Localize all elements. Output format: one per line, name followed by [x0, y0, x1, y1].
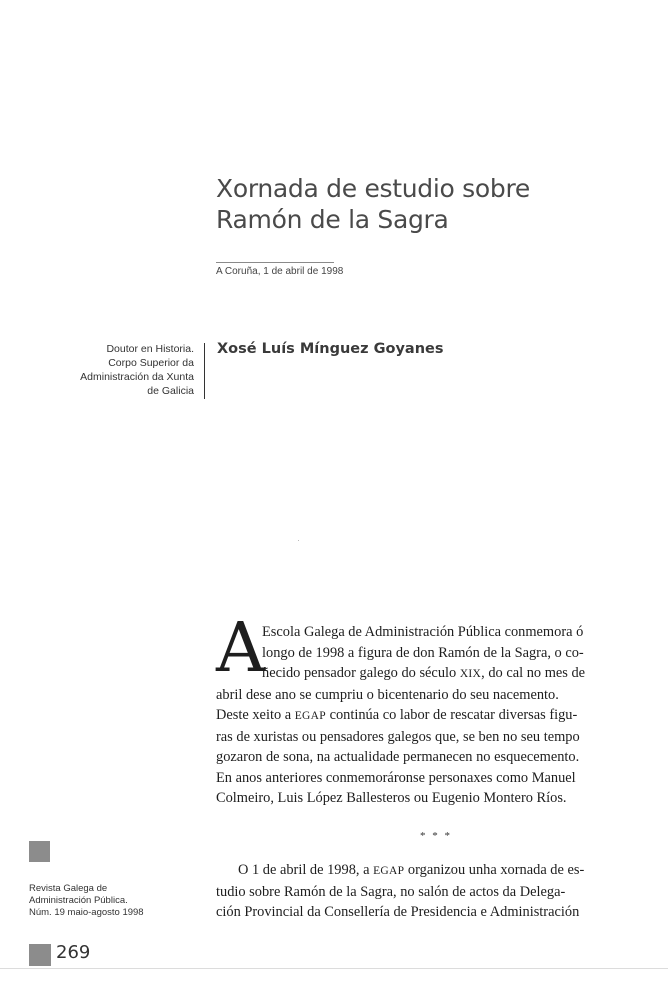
affiliation-divider — [204, 343, 205, 399]
small-caps-segment: EGAP — [373, 865, 405, 877]
page-number-square — [29, 944, 51, 966]
text-line: tudio sobre Ramón de la Sagra, no salón de actos da Delega- — [216, 883, 566, 900]
text-segment: continúa co labor de rescatar diversas figu- — [325, 707, 578, 723]
text-segment: , do cal no mes de — [481, 665, 586, 681]
text-line — [216, 705, 630, 727]
title-line: Xornada de estudio sobre — [216, 174, 530, 203]
author-name: Xosé Luís Mínguez Goyanes — [217, 341, 444, 357]
text-line — [216, 663, 630, 685]
small-caps-segment: XIX — [459, 668, 482, 680]
text-line: gozaron de sona, na actualidade permanecen no esquecemento. — [216, 749, 580, 765]
text-segment: O 1 de abril de 1998, a — [238, 862, 374, 878]
text-segment: Deste xeito a — [216, 707, 295, 723]
text-line: En anos anteriores conmemoráronse personaxes como Manuel — [216, 769, 576, 786]
small-caps-segment: EGAP — [294, 710, 326, 722]
article-title — [216, 173, 636, 235]
author-affiliation — [40, 342, 194, 398]
text-line — [216, 860, 630, 882]
subtitle-rule — [216, 262, 334, 263]
affiliation-line: Administración da Xunta — [80, 371, 194, 383]
text-line: abril dese ano se cumpriu o bicentenario do seu nacemento. — [216, 686, 559, 703]
text-segment: ñecido pensador galego do século — [262, 665, 460, 681]
page-number: 269 — [56, 942, 91, 963]
text-segment: organizou unha xornada de es- — [404, 862, 585, 878]
affiliation-line: Doutor en Historia. — [106, 343, 194, 355]
text-line: longo de 1998 a figura de don Ramón de la Sagra, o co- — [262, 644, 584, 661]
journal-line: Revista Galega de — [29, 883, 108, 894]
text-line: Escola Galega de Administración Pública conmemora ó — [262, 624, 584, 640]
journal-line: Núm. 19 maio-agosto 1998 — [29, 907, 144, 918]
affiliation-line: Corpo Superior da — [108, 357, 194, 369]
bottom-rule — [0, 968, 668, 969]
section-separator: * * * — [420, 830, 452, 842]
journal-info — [29, 883, 199, 919]
text-line: ción Provincial da Consellería de Presidencia e Administración — [216, 904, 580, 920]
title-line: Ramón de la Sagra — [216, 205, 449, 234]
paragraph-2 — [216, 860, 630, 923]
text-line: ras de xuristas ou pensadores galegos que, se ben no seu tempo — [216, 728, 580, 745]
article-subtitle: A Coruña, 1 de abril de 1998 — [216, 266, 344, 277]
text-line: Colmeiro, Luis López Ballesteros ou Eugenio Montero Ríos. — [216, 790, 567, 806]
affiliation-line: de Galicia — [147, 385, 194, 397]
journal-marker-square — [29, 841, 50, 862]
paragraph-1 — [216, 622, 630, 809]
drop-cap: A — [216, 609, 266, 688]
scan-speck — [298, 540, 299, 541]
journal-line: Administración Pública. — [29, 895, 128, 906]
